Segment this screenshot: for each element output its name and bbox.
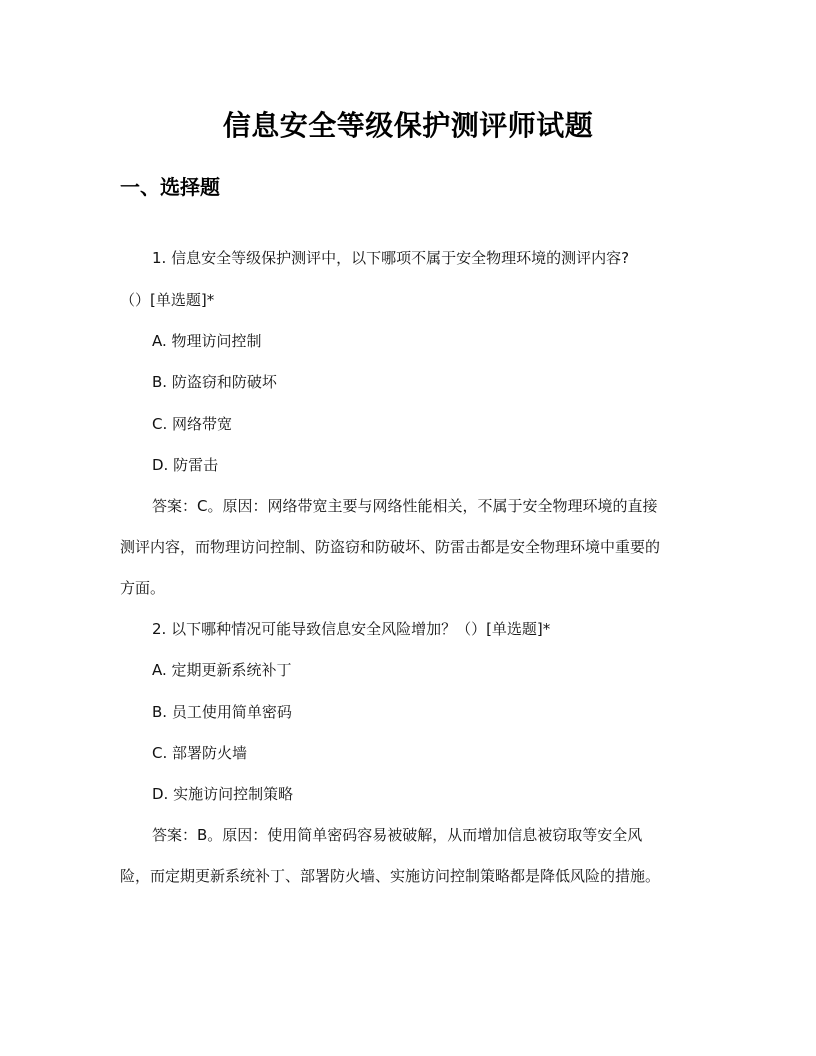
question-1-option-a: A. 物理访问控制 — [152, 332, 262, 350]
question-1-stem: 1. 信息安全等级保护测评中，以下哪项不属于安全物理环境的测评内容? — [152, 249, 630, 267]
question-2-option-b: B. 员工使用简单密码 — [152, 703, 292, 721]
question-1-answer-line-1: 答案：C。原因：网络带宽主要与网络性能相关，不属于安全物理环境的直接 — [152, 497, 658, 515]
question-1-option-d: D. 防雷击 — [152, 456, 219, 474]
question-2-stem: 2. 以下哪种情况可能导致信息安全风险增加？（）[单选题]* — [152, 620, 551, 638]
section-heading: 一、选择题 — [120, 175, 220, 199]
question-2-answer-line-2: 险，而定期更新系统补丁、部署防火墙、实施访问控制策略都是降低风险的措施。 — [120, 867, 661, 885]
question-1-answer-line-2: 测评内容，而物理访问控制、防盗窃和防破坏、防雷击都是安全物理环境中重要的 — [120, 538, 661, 556]
question-1-option-c: C. 网络带宽 — [152, 415, 233, 433]
question-2-option-c: C. 部署防火墙 — [152, 744, 248, 762]
document-title: 信息安全等级保护测评师试题 — [222, 109, 594, 142]
question-2-option-a: A. 定期更新系统补丁 — [152, 661, 292, 679]
question-2-option-d: D. 实施访问控制策略 — [152, 785, 294, 803]
question-1-option-b: B. 防盗窃和防破坏 — [152, 373, 277, 391]
question-2-answer-line-1: 答案：B。原因：使用简单密码容易被破解，从而增加信息被窃取等安全风 — [152, 826, 643, 844]
question-1-answer-line-3: 方面。 — [120, 579, 166, 597]
question-1-stem-continued: （）[单选题]* — [120, 291, 215, 309]
